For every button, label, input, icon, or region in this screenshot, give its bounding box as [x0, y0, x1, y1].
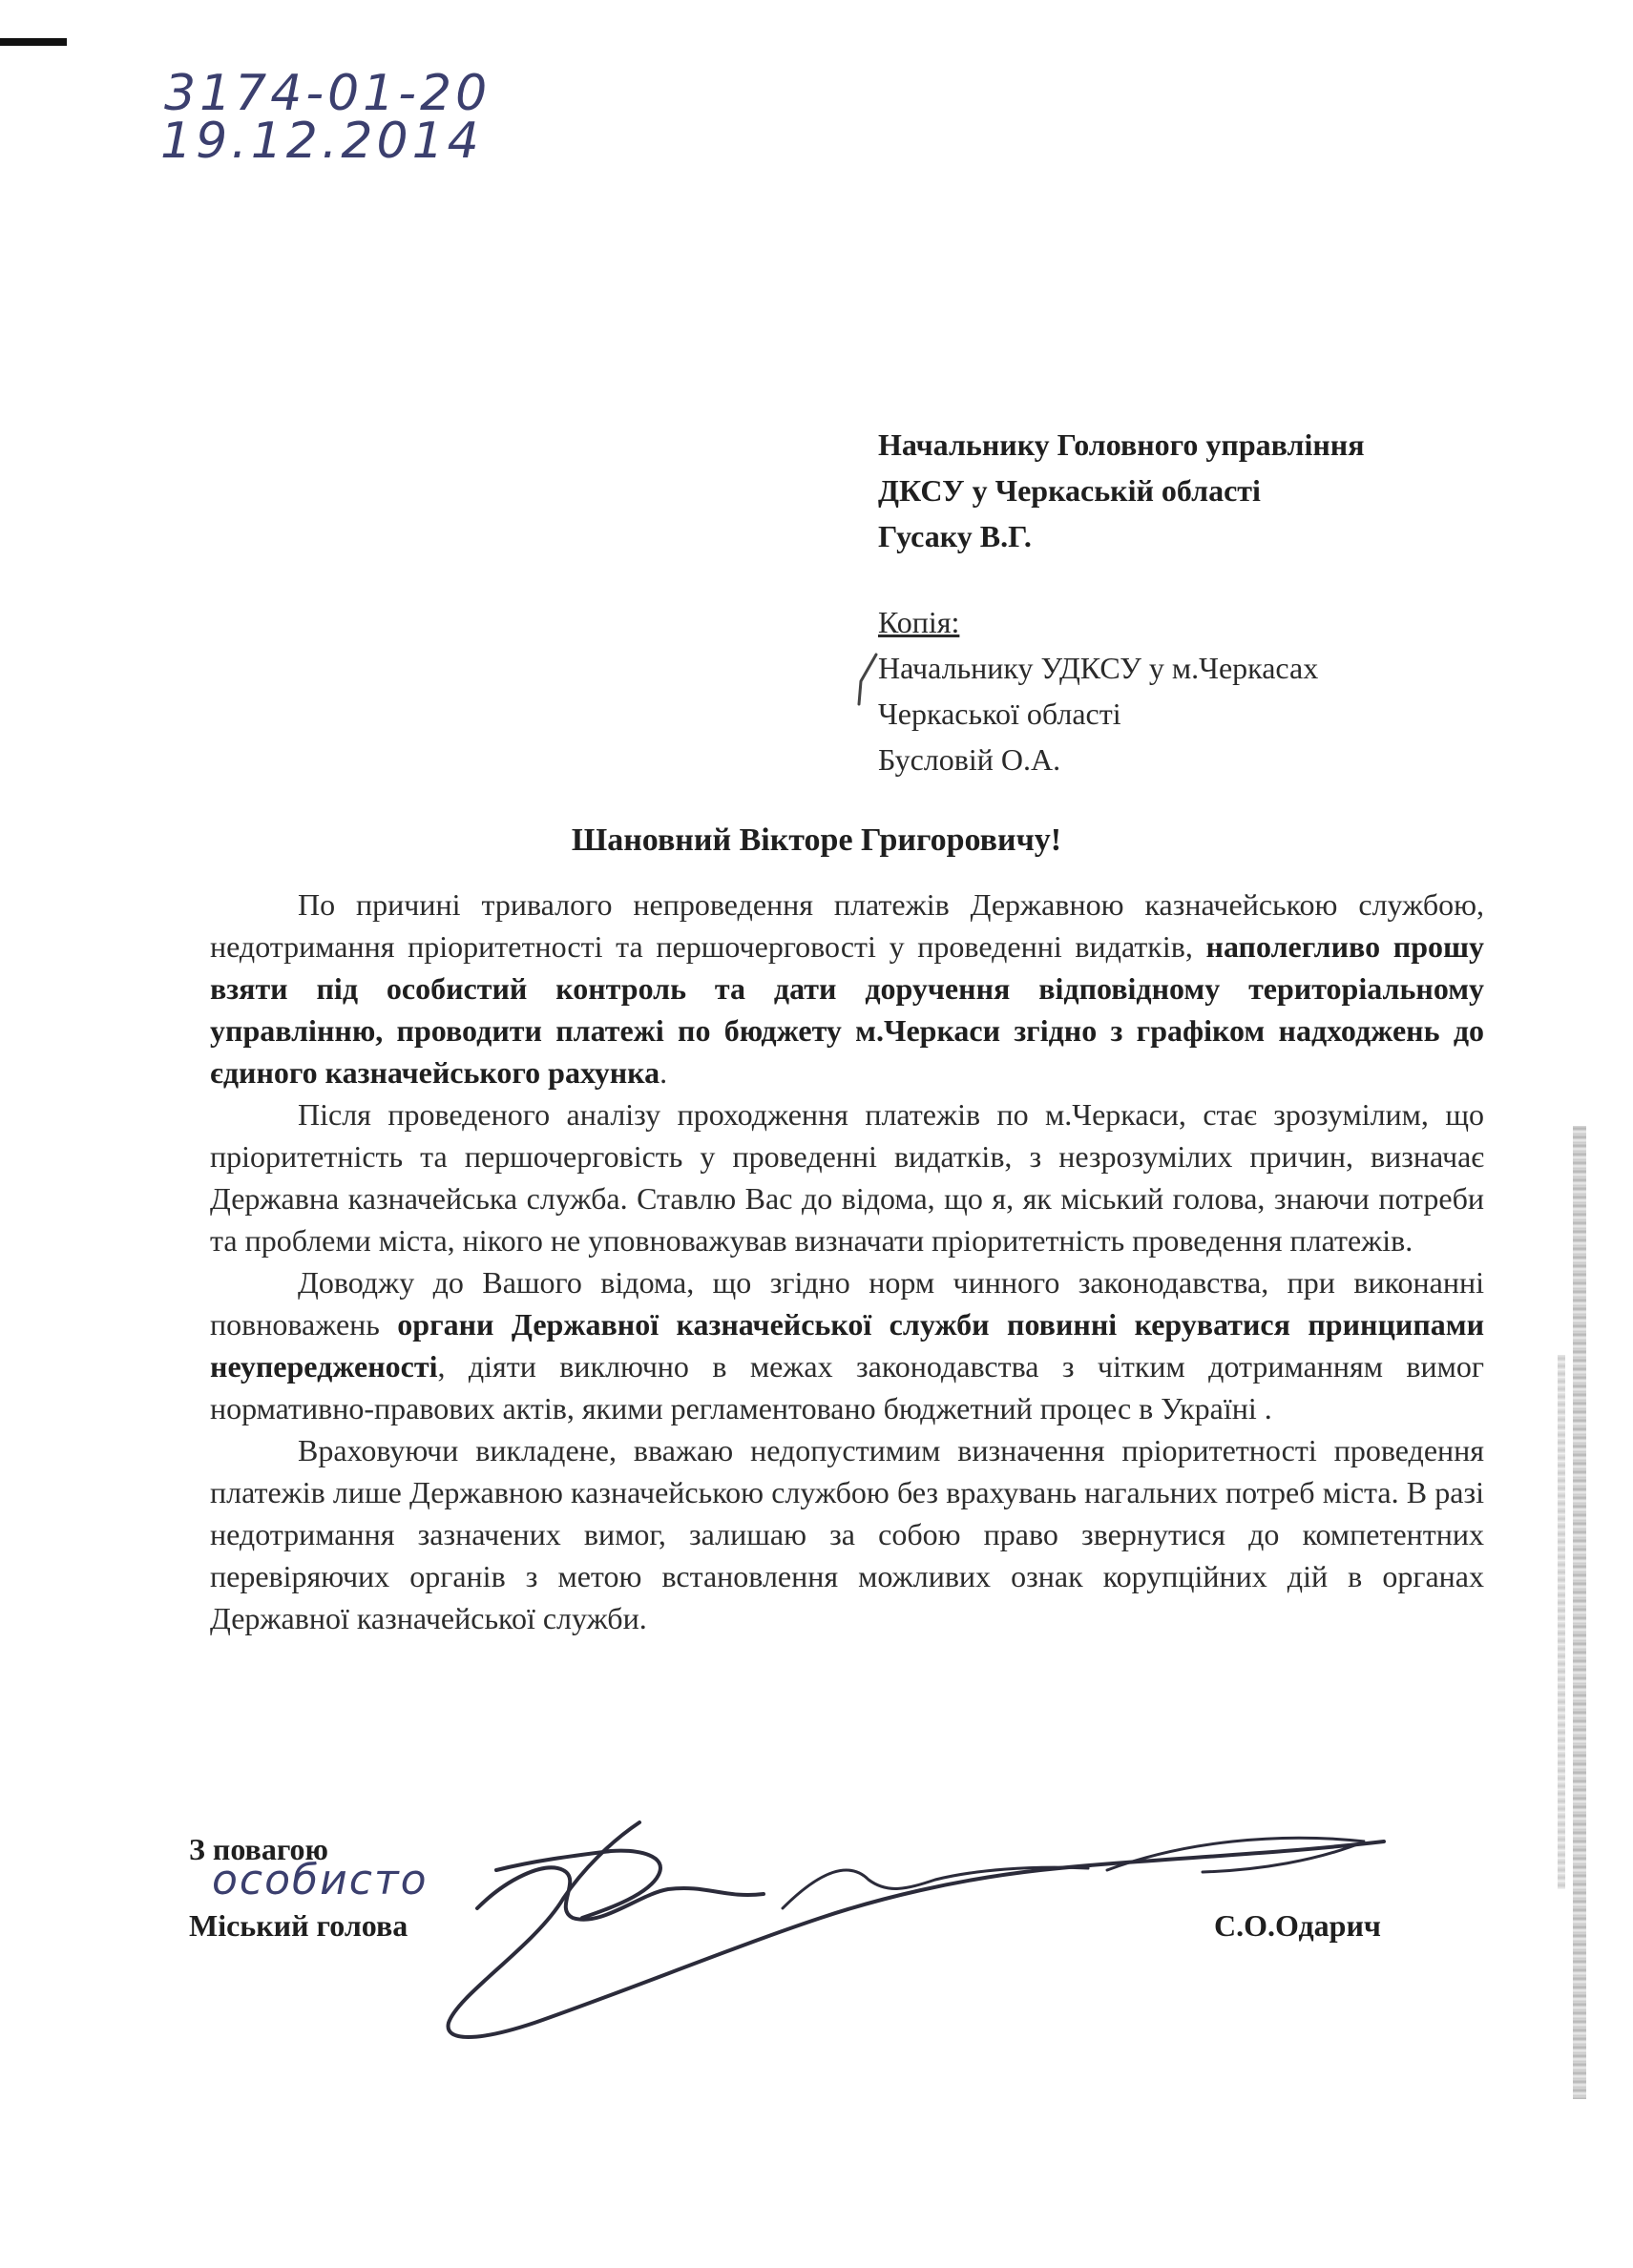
- paragraph-text: Доводжу до Вашого відома, що згідно норм чинного законодавства, при виконанні повноважень: [210, 1265, 1484, 1342]
- scan-corner-mark: [0, 38, 67, 46]
- salutation: Шановний Вікторе Григоровичу!: [571, 822, 1062, 858]
- scan-edge-artifact-secondary: [1558, 1355, 1565, 1889]
- body-paragraph-2: Після проведеного аналізу проходження платежів по м.Черкаси, стає зрозумілим, що пріоритетність та першочерговість у проведенні видатків, з незрозумілих причин, визначає Державна казначейська служба. Ставлю Вас до відома, що я, як міський голова, знаючи потреби та проблеми міста, нікого не уповноважував визначати пріоритетність проведення платежів.: [210, 1097, 1484, 1258]
- paragraph-bold-text: наполегливо прошу взяти під особистий контроль та дати доручення відповідному територіальному управлінню, проводити платежі по бюджету м.Черкаси згідно з графіком надходжень до єдиного казначейського рахунка: [210, 929, 1485, 1090]
- registration-date: 19.12.2014: [160, 113, 483, 170]
- copy-line: Начальнику УДКСУ у м.Черкасах: [878, 651, 1319, 685]
- signature-icon: [420, 1803, 1413, 2051]
- copy-block: [878, 599, 1318, 782]
- copy-line: Черкаської області: [878, 697, 1121, 731]
- paragraph-text: По причині тривалого непроведення платежів Державною казначейською службою, недотримання пріоритетності та першочерговості у проведенні видатків,: [210, 887, 1484, 964]
- paragraph-text: .: [659, 1055, 668, 1090]
- registration-number: 3174-01-20: [164, 65, 492, 122]
- letter-body: [210, 884, 1484, 1639]
- paragraph-bold-text: органи Державної казначейської служби повинні керуватися принципами неупередженості: [210, 1307, 1484, 1384]
- copy-line: Бусловій О.А.: [878, 742, 1061, 777]
- closing-regards: З повагою: [189, 1832, 328, 1866]
- scan-edge-artifact: [1573, 1126, 1586, 2099]
- signer-name: С.О.Одарич: [1214, 1908, 1381, 1943]
- body-paragraph-1: [210, 884, 1484, 1093]
- addressee-line: ДКСУ у Черкаській області: [878, 473, 1261, 508]
- body-paragraph-3: [210, 1261, 1484, 1429]
- signer-position: Міський голова: [189, 1908, 408, 1943]
- copy-label: Копія:: [878, 605, 960, 639]
- paragraph-text: , діяти виключно в межах законодавства з чітким дотриманням вимог нормативно-правових актів, якими регламентовано бюджетний процес в Україні .: [210, 1349, 1484, 1425]
- body-paragraph-4: Враховуючи викладене, вважаю недопустимим визначення пріоритетності проведення платежів лише Державною казначейською службою без врахувань нагальних потреб міста. В разі недотримання зазначених вимог, залишаю за собою право звернутися до компетентних перевіряючих органів з метою встановлення можливих ознак корупційних дій в органах Державної казначейської служби.: [210, 1433, 1484, 1635]
- addressee-line: Начальнику Головного управління: [878, 427, 1365, 462]
- handwritten-visa: особисто: [212, 1856, 429, 1904]
- addressee-block: [878, 422, 1365, 559]
- addressee-line: Гусаку В.Г.: [878, 519, 1032, 553]
